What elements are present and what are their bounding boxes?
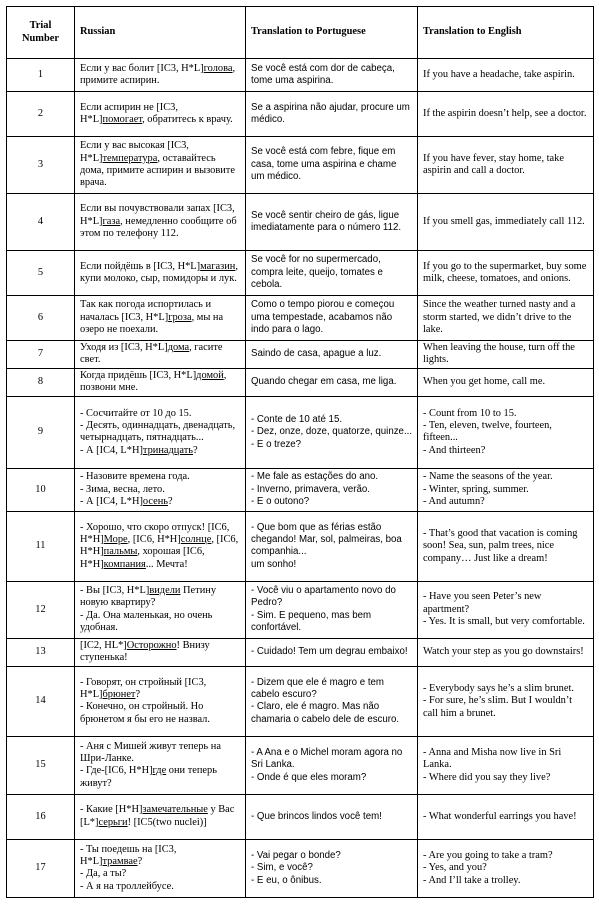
trial-number-cell: 11 xyxy=(7,511,75,581)
trial-number-cell: 1 xyxy=(7,59,75,92)
stressed-word: Осторожно xyxy=(126,639,177,651)
table-row xyxy=(7,581,594,638)
trial-number-cell: 17 xyxy=(7,839,75,897)
russian-cell: - Ты поедешь на [IC3, H*L]трамвае? - Да, а ты? - А я на троллейбусе. xyxy=(75,839,246,897)
table-row xyxy=(7,666,594,736)
header-row xyxy=(7,7,594,59)
english-cell: - Everybody says he’s a slim brunet. - For sure, he’s slim. But I wouldn’t call him a brunet. xyxy=(418,666,594,736)
table-row xyxy=(7,368,594,396)
portuguese-cell: - Cuidado! Tem um degrau embaixo! xyxy=(246,638,418,666)
header-portuguese: Translation to Portuguese xyxy=(246,7,418,59)
stressed-word: дома xyxy=(167,342,190,353)
header-english: Translation to English xyxy=(418,7,594,59)
table-row xyxy=(7,92,594,137)
russian-cell: - Назовите времена года. - Зима, весна, лето. - А [IC4, L*H]осень? xyxy=(75,468,246,511)
stressed-word: где xyxy=(152,765,167,777)
stressed-word: Море xyxy=(103,533,128,545)
stressed-word: температура xyxy=(102,152,158,164)
english-cell: - What wonderful earrings you have! xyxy=(418,794,594,839)
russian-cell: Если у вас высокая [IC3, H*L]температура, оставайтесь дома, примите аспирин и вызовите врача. xyxy=(75,137,246,194)
russian-cell: Уходя из [IC3, H*L]дома, гасите свет. xyxy=(75,341,246,369)
portuguese-cell: - Que brincos lindos você tem! xyxy=(246,794,418,839)
table-row xyxy=(7,137,594,194)
russian-cell: - Сосчитайте от 10 до 15. - Десять, одиннадцать, двенадцать, четырнадцать, пятнадцать... - А [IC4, L*H]тринадцать? xyxy=(75,396,246,468)
portuguese-cell: Quando chegar em casa, me liga. xyxy=(246,368,418,396)
stressed-word: серьги xyxy=(98,816,128,828)
english-cell: - Are you going to take a tram? - Yes, and you? - And I’ll take a trolley. xyxy=(418,839,594,897)
russian-cell: - Вы [IC3, H*L]видели Петину новую квартиру? - Да. Она маленькая, но очень удобная. xyxy=(75,581,246,638)
stressed-word: голова xyxy=(203,62,233,74)
table-row xyxy=(7,468,594,511)
trial-number-cell: 13 xyxy=(7,638,75,666)
russian-cell: [IC2, HL*]Осторожно! Внизу ступенька! xyxy=(75,638,246,666)
table-row xyxy=(7,194,594,251)
table-row xyxy=(7,251,594,296)
table-row xyxy=(7,638,594,666)
english-cell: - Have you seen Peter’s new apartment? - Yes. It is small, but very comfortable. xyxy=(418,581,594,638)
table-row xyxy=(7,511,594,581)
portuguese-cell: - Você viu o apartamento novo do Pedro? - Sim. E pequeno, mas bem confortável. xyxy=(246,581,418,638)
portuguese-cell: Se você for no supermercado, compra leite, queijo, tomates e cebola. xyxy=(246,251,418,296)
table-row xyxy=(7,59,594,92)
trial-number-cell: 9 xyxy=(7,396,75,468)
english-cell: - That’s good that vacation is coming soon! Sea, sun, palm trees, nice company… Just like a dream! xyxy=(418,511,594,581)
stressed-word: домой xyxy=(196,369,224,381)
trial-number-cell: 3 xyxy=(7,137,75,194)
trial-number-cell: 7 xyxy=(7,341,75,369)
english-cell: If the aspirin doesn’t help, see a doctor. xyxy=(418,92,594,137)
trial-number-cell: 4 xyxy=(7,194,75,251)
stressed-word: пальмы xyxy=(103,546,138,558)
table-row xyxy=(7,839,594,897)
portuguese-cell: Se a aspirina não ajudar, procure um médico. xyxy=(246,92,418,137)
header-russian: Russian xyxy=(75,7,246,59)
russian-cell: Если вы почувствовали запах [IC3, H*L]газа, немедленно сообщите об этом по телефону 112. xyxy=(75,194,246,251)
portuguese-cell: - Me fale as estações do ano. - Inverno, primavera, verão. - E o outono? xyxy=(246,468,418,511)
trial-number-cell: 14 xyxy=(7,666,75,736)
english-cell: When you get home, call me. xyxy=(418,368,594,396)
english-cell: If you have fever, stay home, take aspirin and call a doctor. xyxy=(418,137,594,194)
portuguese-cell: - A Ana e o Michel moram agora no Sri Lanka. - Onde é que eles moram? xyxy=(246,736,418,794)
trial-number-cell: 15 xyxy=(7,736,75,794)
trial-table xyxy=(6,6,594,898)
table-row xyxy=(7,396,594,468)
portuguese-cell: Se você sentir cheiro de gás, ligue imediatamente para o número 112. xyxy=(246,194,418,251)
portuguese-cell: Se você está com dor de cabeça, tome uma aspirina. xyxy=(246,59,418,92)
table-row xyxy=(7,794,594,839)
stressed-word: компания xyxy=(103,558,146,570)
trial-number-cell: 6 xyxy=(7,296,75,341)
portuguese-cell: Como o tempo piorou e começou uma tempestade, acabamos não indo para o lago. xyxy=(246,296,418,341)
stressed-word: замечательные xyxy=(142,804,208,816)
russian-cell: Если пойдёшь в [IC3, H*L]магазин, купи молоко, сыр, помидоры и лук. xyxy=(75,251,246,296)
table-row xyxy=(7,736,594,794)
english-cell: If you have a headache, take aspirin. xyxy=(418,59,594,92)
trial-number-cell: 2 xyxy=(7,92,75,137)
portuguese-cell: Saindo de casa, apague a luz. xyxy=(246,341,418,369)
table-row xyxy=(7,296,594,341)
stressed-word: трамвае xyxy=(102,855,138,867)
trial-number-cell: 5 xyxy=(7,251,75,296)
stressed-word: солнце xyxy=(180,533,212,545)
stressed-word: газа xyxy=(102,215,121,227)
stressed-word: гроза xyxy=(168,311,192,323)
portuguese-cell: Se você está com febre, fique em casa, tome uma aspirina e chame um médico. xyxy=(246,137,418,194)
trial-number-cell: 10 xyxy=(7,468,75,511)
trial-number-cell: 8 xyxy=(7,368,75,396)
english-cell: - Name the seasons of the year. - Winter, spring, summer. - And autumn? xyxy=(418,468,594,511)
header-trial-number: Trial Number xyxy=(7,7,75,59)
portuguese-cell: - Vai pegar o bonde? - Sim, e você? - E eu, o ônibus. xyxy=(246,839,418,897)
stressed-word: магазин xyxy=(200,260,236,272)
english-cell: If you smell gas, immediately call 112. xyxy=(418,194,594,251)
english-cell: If you go to the supermarket, buy some milk, cheese, tomatoes, and onions. xyxy=(418,251,594,296)
russian-cell: - Хорошо, что скоро отпуск! [IC6, H*H]Море, [IC6, H*H]солнце, [IC6, H*H]пальмы, хорошая [IC6, H*H]компания... Мечта! xyxy=(75,511,246,581)
russian-cell: Так как погода испортилась и началась [IC3, H*L]гроза, мы на озеро не поехали. xyxy=(75,296,246,341)
english-cell: - Count from 10 to 15. - Ten, eleven, twelve, fourteen, fifteen... - And thirteen? xyxy=(418,396,594,468)
stressed-word: осень xyxy=(142,496,169,508)
russian-cell: - Какие [H*H]замечательные у Вас [L*]серьги! [IC5(two nuclei)] xyxy=(75,794,246,839)
russian-cell: Если аспирин не [IC3, H*L]помогает, обратитесь к врачу. xyxy=(75,92,246,137)
stressed-word: видели xyxy=(149,585,181,596)
russian-cell: - Аня с Мишей живут теперь на Шри-Ланке. - Где-[IC6, H*H]где они теперь живут? xyxy=(75,736,246,794)
russian-cell: Если у вас болит [IC3, H*L]голова, примите аспирин. xyxy=(75,59,246,92)
english-cell: - Anna and Misha now live in Sri Lanka. - Where did you say they live? xyxy=(418,736,594,794)
portuguese-cell: - Dizem que ele é magro e tem cabelo escuro? - Claro, ele é magro. Mas não chamaria o cabelo dele de escuro. xyxy=(246,666,418,736)
portuguese-cell: - Conte de 10 até 15. - Dez, onze, doze, quatorze, quinze... - E o treze? xyxy=(246,396,418,468)
stressed-word: брюнет xyxy=(102,688,136,700)
russian-cell: - Говорят, он стройный [IC3, H*L]брюнет? - Конечно, он стройный. Но брюнетом я бы его не назвал. xyxy=(75,666,246,736)
stressed-word: тринадцать xyxy=(142,444,193,456)
english-cell: Watch your step as you go downstairs! xyxy=(418,638,594,666)
english-cell: When leaving the house, turn off the lights. xyxy=(418,341,594,369)
russian-cell: Когда придёшь [IC3, H*L]домой, позвони мне. xyxy=(75,368,246,396)
trial-number-cell: 12 xyxy=(7,581,75,638)
portuguese-cell: - Que bom que as férias estão chegando! Mar, sol, palmeiras, boa companhia... um sonho! xyxy=(246,511,418,581)
english-cell: Since the weather turned nasty and a storm started, we didn’t drive to the lake. xyxy=(418,296,594,341)
stressed-word: помогает xyxy=(102,114,143,125)
table-row xyxy=(7,341,594,369)
trial-number-cell: 16 xyxy=(7,794,75,839)
